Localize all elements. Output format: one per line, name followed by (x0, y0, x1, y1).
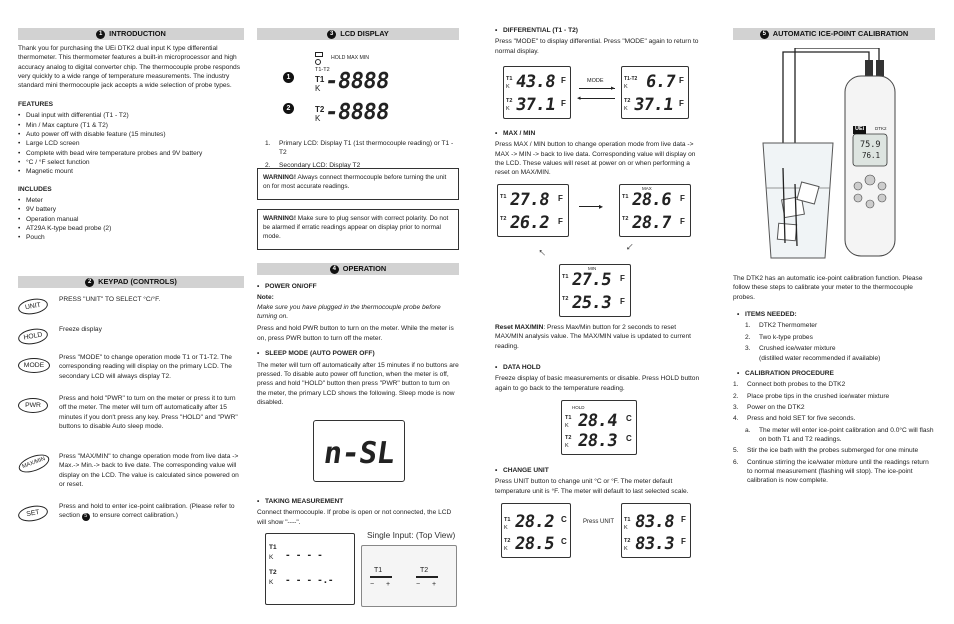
single-input-title: Single Input: (Top View) (367, 530, 456, 540)
k-label: K (315, 114, 321, 123)
battery-icon (315, 52, 323, 57)
k-label: K (504, 525, 508, 531)
proc-title: • CALIBRATION PROCEDURE (737, 369, 935, 378)
lcd-display-title: LCD DISPLAY (340, 28, 389, 38)
minus-label: − (416, 581, 421, 588)
lcd-display-header (257, 28, 459, 40)
t1-label: T1 (315, 75, 325, 84)
k-label: K (624, 106, 628, 112)
t1-label: T1 (565, 415, 572, 421)
k-label: K (504, 546, 508, 552)
hold-lcd (561, 400, 637, 455)
diff-title: • DIFFERENTIAL (T1 - T2) (495, 26, 700, 35)
t2-label: T2 (504, 538, 511, 544)
power-bullet (257, 282, 459, 291)
k-label: K (624, 84, 628, 90)
mm-min2: 25.3 (570, 293, 613, 313)
proc-bullet (737, 369, 935, 378)
mm-live-lcd (497, 184, 569, 237)
list-item: • Large LCD screen (18, 139, 244, 148)
min-label: MIN (588, 266, 597, 271)
unit-f: F (620, 274, 625, 283)
list-item: 3. Crushed ice/water mixture (745, 345, 836, 353)
lcd-panel (313, 50, 409, 130)
set-text-b: to ensure correct calibration.) (90, 512, 178, 520)
plus-label: + (432, 581, 437, 588)
t1-label: T1 (562, 274, 569, 280)
jack-t1-label: T1 (374, 567, 383, 574)
column-lcd-operation (257, 0, 459, 588)
diff-a2: 37.1 (514, 95, 557, 115)
hold-body: Freeze display of basic measurements or disable. Press HOLD button again to go back to the temperature reading. (495, 375, 700, 392)
sleep-body: The meter will turn off automatically after 15 minutes if no buttons are pressed. To disable auto power off function, when the meter is off, press and hold "HOLD" button then press "PWR" button to turn on the meter, the primary LCD shows the following. Sleep mode is now disabled. (257, 361, 459, 406)
intro-header (18, 28, 244, 40)
unit-c: C (561, 537, 567, 546)
list-item: a. The meter will enter ice-point calibration and 0.0°C will flash on both T1 and T2 readings. (745, 426, 934, 444)
unit-lcd-a (501, 503, 571, 558)
ice-bath-svg (733, 48, 935, 263)
section-number-badge: 3 (327, 30, 336, 39)
section-number-badge: 5 (760, 30, 769, 39)
column-calibration (733, 0, 935, 485)
list-item: • Min / Max capture (T1 & T2) (18, 121, 244, 130)
calibration-illustration (733, 48, 935, 263)
list-item: 1. Primary LCD: Display T1 (1st thermocouple reading) or T1 - T2 (265, 140, 454, 157)
t1-label: T1 (622, 194, 629, 200)
maxmin-title: • MAX / MIN (495, 129, 700, 138)
t2-label: T2 (269, 569, 277, 576)
column-intro-keypad (18, 0, 244, 520)
hold-bullet (495, 363, 700, 372)
mode-arrow-label: MODE (587, 78, 604, 84)
mm-live2: 26.2 (508, 213, 551, 233)
list-item: • Magnetic mount (18, 167, 244, 176)
features-title: FEATURES (18, 100, 54, 108)
unit-c: C (626, 414, 632, 423)
keypad-header (18, 276, 244, 288)
unit-b2: 83.3 (633, 534, 676, 554)
sleep-bullet (257, 349, 459, 358)
t2-label: T2 (506, 98, 513, 104)
k-label: K (565, 443, 569, 449)
arrow-down-left-icon: ↓ (623, 239, 638, 254)
list-item: 5. Stir the ice bath with the probes submerged for one minute (733, 447, 919, 455)
list-item: (distilled water recommended if available) (759, 354, 881, 362)
hold1: 28.4 (576, 411, 619, 431)
press-unit-label: Press UNIT (583, 519, 615, 525)
unit-body: Press UNIT button to change unit °C or °F. The meter default temperature unit is °F. The meter will default to last selected scale. (495, 478, 689, 495)
section-ref-badge: 5 (82, 513, 90, 521)
operation-title: OPERATION (342, 263, 387, 273)
hold-key-icon[interactable]: HOLD (17, 327, 49, 347)
warning-text: Make sure to plug sensor with correct polarity. Do not be alarmed if erratic readings appear on display prior to normal mode. (263, 215, 449, 241)
keypad-title: KEYPAD (CONTROLS) (98, 276, 177, 286)
list-item: 2. Place probe tips in the crushed ice/water mixture (733, 392, 890, 400)
set-key-description (59, 502, 243, 521)
list-item: • Pouch (18, 233, 244, 242)
k-label: K (315, 84, 321, 93)
list-item: • AT29A K-type bead probe (2) (18, 224, 244, 233)
arrow-right-icon (579, 206, 601, 207)
jack-t2-label: T2 (420, 567, 429, 574)
unit-f: F (620, 297, 625, 306)
reset-label: Reset MAX/MIN (495, 324, 544, 331)
arrow-head-icon: ◂ (577, 95, 581, 102)
warning-label: WARNING! (263, 174, 297, 181)
t2-label: T2 (565, 435, 572, 441)
list-item: • Operation manual (18, 215, 244, 224)
plus-label: + (386, 581, 391, 588)
t1-label: T1 (504, 517, 511, 523)
diff-bullet (495, 26, 700, 35)
unit-f: F (558, 217, 563, 226)
open-probe-lcd (265, 533, 355, 605)
maxmin-content (495, 123, 700, 181)
set-text-a: Press and hold to enter ice-point calibration. (Please refer to section (59, 503, 235, 520)
warning-box-1 (257, 168, 459, 200)
diff-a1: 43.8 (514, 72, 557, 92)
unit-c: C (626, 434, 632, 443)
mm-min1: 27.5 (570, 270, 613, 290)
features-list (18, 111, 244, 177)
t1t2-label: T1-T2 (315, 67, 330, 73)
hold-content (495, 357, 700, 396)
t1-label: T1 (500, 194, 507, 200)
t2-label: T2 (622, 216, 629, 222)
list-item: • Auto power off with disable feature (15 minutes) (18, 130, 244, 139)
list-item: 2. Two k-type probes (745, 333, 813, 341)
items-bullet (737, 310, 935, 319)
sleep-lcd (313, 420, 405, 482)
list-item: • 9V battery (18, 205, 244, 214)
k-label: K (269, 554, 274, 561)
primary-digits: -8888 (323, 69, 391, 94)
t1-label: T1 (269, 544, 277, 551)
list-item: • Complete with bead wire temperature probes and 9V battery (18, 149, 244, 158)
mm-min-lcd (559, 264, 631, 317)
pwr-key-description: Press and hold "PWR" to turn on the meter or press it to turn off the meter. The meter will turn off automatically after 15 minutes if you don't press any key. Press "HOLD" and "PWR" buttons to disable Auto sleep mode. (59, 395, 238, 431)
unit-title: • CHANGE UNIT (495, 466, 700, 475)
unit-lcd-b (621, 503, 691, 558)
device-model: DTK2 (875, 126, 887, 131)
list-item: 1. DTK2 Thermometer (745, 322, 818, 330)
hold-key-description: Freeze display (59, 326, 102, 333)
diff-lcd-b (621, 66, 689, 119)
lcd-diagram (257, 48, 459, 133)
taking-title: • TAKING MEASUREMENT (257, 497, 459, 506)
warning-text: Always connect thermocouple before turning the unit on for most accurate readings. (263, 174, 447, 191)
diff-b2: 37.1 (632, 95, 675, 115)
list-item: 1. Connect both probes to the DTK2 (733, 381, 846, 389)
unit-b1: 83.8 (633, 512, 676, 532)
mm-max-lcd (619, 184, 691, 237)
t2-label: T2 (500, 216, 507, 222)
power-title: • POWER ON/OFF (257, 282, 459, 291)
unit-f: F (558, 194, 563, 203)
list-item: 6. Continue stirring the ice/water mixture until the readings return to normal measurement (flashing will stop). The ice-point calibration is now complete. (733, 458, 929, 485)
items-list (745, 321, 935, 362)
list-item: 4. Press and hold SET for five seconds. (733, 415, 856, 423)
reset-text (495, 323, 700, 351)
maxmin-body: Press MAX / MIN button to change operation mode from live data -> MAX -> MIN -> back to live data. Corresponding value will display on the LCD. These values will reset at power on or when performing a reset on MAX/MIN. (495, 141, 696, 177)
t1-label: T1 (624, 517, 631, 523)
unit-c: C (561, 515, 567, 524)
warning-box-2 (257, 209, 459, 250)
note-text: Make sure you have plugged in the thermocouple probe before turning on. (257, 303, 441, 321)
unit-f: F (679, 99, 684, 108)
hold-title: • DATA HOLD (495, 363, 700, 372)
unit-f: F (680, 194, 685, 203)
operation-content (257, 282, 459, 410)
arrow-up-left-icon: ↑ (534, 245, 549, 260)
reset-body: : Press Max/Min button for 2 seconds to reset MAX/MIN analysis value. The MAX/MIN value is updated to current reading. (495, 324, 691, 350)
unit-a2: 28.5 (513, 534, 556, 554)
k-label: K (269, 579, 274, 586)
pwr-key-icon[interactable]: PWR (18, 398, 48, 413)
unit-f: F (679, 76, 684, 85)
list-item: • Meter (18, 196, 244, 205)
section-number-badge: 2 (85, 278, 94, 287)
hold2: 28.3 (576, 431, 619, 451)
device-brand-logo: UEi (855, 126, 865, 132)
k-label: K (506, 106, 510, 112)
callout-2: 2 (283, 103, 294, 114)
calibration-header (733, 28, 935, 40)
unit-f: F (680, 217, 685, 226)
dashes-primary: - - - - (286, 549, 324, 561)
intro-title: INTRODUCTION (109, 28, 166, 38)
operation-header (257, 263, 459, 275)
secondary-digits: -8888 (323, 100, 391, 125)
diff-body: Press "MODE" to display differential. Press "MODE" again to return to normal display. (495, 38, 699, 55)
mm-live1: 27.8 (508, 190, 551, 210)
mm-max2: 28.7 (630, 213, 673, 233)
unit-bullet (495, 466, 700, 475)
t2-label: T2 (624, 538, 631, 544)
unit-key-description: PRESS "UNIT" TO SELECT °C/°F. (59, 296, 161, 303)
diff-lcd-a (503, 66, 571, 119)
lcd-list (265, 139, 461, 170)
calibration-intro: The DTK2 has an automatic ice-point calibration function. Please follow these steps to calibrate your meter to the thermocouple probes. (733, 275, 923, 301)
calibration-title: AUTOMATIC ICE-POINT CALIBRATION (772, 28, 909, 38)
jack-panel (361, 545, 457, 607)
unit-a1: 28.2 (513, 512, 556, 532)
unit-f: F (681, 515, 686, 524)
procedure-list (733, 380, 935, 486)
callout-1: 1 (283, 72, 294, 83)
taking-body: Connect thermocouple. If probe is open or not connected, the LCD will show "----". (257, 509, 452, 526)
calibration-text (733, 274, 935, 486)
items-title: • ITEMS NEEDED: (737, 310, 935, 319)
arrow-right-icon (579, 88, 615, 89)
set-key-icon[interactable]: SET (17, 504, 49, 524)
k-label: K (624, 546, 628, 552)
t1t2-label: T1-T2 (624, 76, 638, 82)
intro-body: Thank you for purchasing the UEi DTK2 dual input K type differential thermometer. This thermometer features a built-in microprocessor and high accuracy analog to digital converter chip. The thermocouple probe responds very quickly to a wide range of temperature measurements. The industry standard mini thermocouple jack accepts a wide selection of probe types. (18, 45, 240, 90)
warning-label: WARNING! (263, 215, 297, 222)
list-item: • Dual input with differential (T1 - T2) (18, 111, 244, 120)
maxmin-key-description: Press "MAX/MIN" to change operation mode from live data -> Max.-> Min.-> back to live date. The corresponding value will display on the LCD. The value is calculated since powered on or reset. (59, 453, 239, 489)
t2-label: T2 (562, 296, 569, 302)
sleep-title: • SLEEP MODE (AUTO POWER OFF) (257, 349, 459, 358)
t1-label: T1 (506, 76, 513, 82)
arrow-head-icon: ▸ (599, 202, 604, 211)
k-label: K (624, 525, 628, 531)
dashes-secondary: - - - -.- (286, 574, 335, 586)
arrow-head-icon: ▸ (611, 85, 615, 92)
list-item: 2. Secondary LCD: Display T2 (265, 161, 361, 169)
power-body: Press and hold PWR button to turn on the meter. While the meter is on, press PWR button to turn off the meter. (257, 325, 454, 342)
mode-key-icon[interactable]: MODE (18, 358, 50, 373)
unit-content (495, 460, 700, 499)
includes-list (18, 196, 244, 243)
section-number-badge: 1 (96, 30, 105, 39)
unit-key-icon[interactable]: UNIT (17, 297, 49, 317)
maxmin-bullet (495, 129, 700, 138)
holdmaxmin-label: HOLD MAX MIN (331, 55, 370, 61)
unit-f: F (561, 99, 566, 108)
taking-content (257, 497, 459, 530)
unit-f: F (681, 537, 686, 546)
note-label: Note: (257, 294, 274, 302)
list-item: • °C / °F select function (18, 158, 244, 167)
section-number-badge: 4 (330, 265, 339, 274)
diff-b1: 6.7 (644, 72, 677, 92)
includes-title: INCLUDES (18, 185, 52, 193)
device-reading-1: 75.9 (860, 140, 881, 150)
arrow-left-icon (579, 98, 615, 99)
hold-label: HOLD (572, 405, 585, 410)
clock-icon (315, 59, 321, 65)
max-label: MAX (642, 186, 652, 191)
minus-label: − (370, 581, 375, 588)
k-label: K (565, 423, 569, 429)
sleep-lcd-digits: n-SL (321, 436, 397, 471)
maxmin-key-icon[interactable]: MAX/MIN (16, 451, 51, 476)
taking-bullet (257, 497, 459, 506)
t2-label: T2 (624, 98, 631, 104)
mm-max1: 28.6 (630, 190, 673, 210)
unit-f: F (561, 76, 566, 85)
column-operation-cont (495, 0, 700, 554)
list-item: 3. Power on the DTK2 (733, 403, 805, 411)
device-reading-2: 76.1 (862, 151, 881, 160)
k-label: K (506, 84, 510, 90)
t2-label: T2 (315, 105, 325, 114)
mode-key-description: Press "MODE" to change operation mode T1 or T1-T2. The corresponding reading will display on the primary LCD. The secondary LCD will always display T2. (59, 354, 232, 380)
